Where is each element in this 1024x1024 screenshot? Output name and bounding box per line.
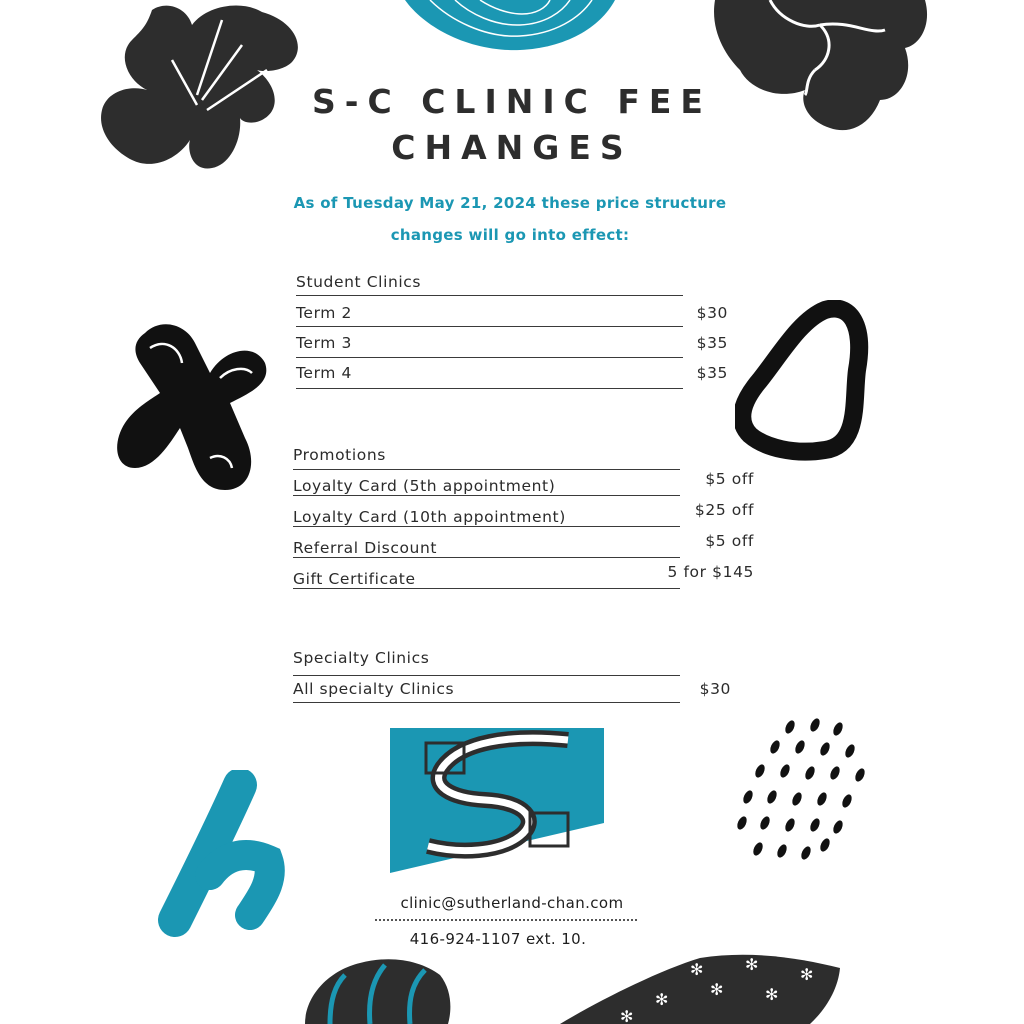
fee-row-label: Loyalty Card (10th appointment) [293,508,566,526]
divider [293,469,680,470]
fee-row-price: $5 off [705,532,754,550]
fee-row-label: Term 3 [296,334,352,352]
fee-row-price: $5 off [705,470,754,488]
decorative-x-shape [110,318,275,498]
svg-text:✻: ✻ [710,980,724,999]
svg-text:✻: ✻ [690,960,704,979]
divider [296,295,683,296]
fee-row-price: $25 off [694,501,754,519]
fee-row-price: $30 [699,680,731,698]
page-title-line-1: S-C CLINIC FEE [312,82,712,121]
section-title-specialty-clinics: Specialty Clinics [293,649,430,667]
dotted-divider [375,919,637,921]
divider [293,495,680,496]
divider [296,326,683,327]
decorative-star-patterned-blob [560,950,845,1024]
svg-text:✻: ✻ [765,985,779,1004]
clinic-logo [390,728,605,876]
fee-row-label: Referral Discount [293,539,438,557]
divider [293,557,680,558]
fee-row-label: Term 4 [296,364,352,382]
svg-text:✻: ✻ [655,990,669,1009]
fee-row-label: All specialty Clinics [293,680,455,698]
fee-row-price: $35 [696,364,728,382]
decorative-teal-h-shape [150,770,295,940]
contact-email[interactable]: clinic@sutherland-chan.com [400,894,624,912]
divider [293,675,680,676]
svg-text:✻: ✻ [620,1007,634,1024]
effective-date-line-1: As of Tuesday May 21, 2024 these price structure [293,194,727,212]
fee-row-label: Loyalty Card (5th appointment) [293,477,556,495]
decorative-teal-blob [400,0,620,60]
fee-row-price: 5 for $145 [667,563,754,581]
divider [293,702,680,703]
decorative-dotted-blob [730,715,875,875]
divider [293,588,680,589]
divider [293,526,680,527]
fee-row-price: $30 [696,304,728,322]
page-title-line-2: CHANGES [391,128,633,167]
fee-row-label: Gift Certificate [293,570,416,588]
fee-row-label: Term 2 [296,304,352,322]
fee-row-price: $35 [696,334,728,352]
svg-text:✻: ✻ [745,955,759,974]
divider [296,388,683,389]
section-title-promotions: Promotions [293,446,386,464]
svg-text:✻: ✻ [800,965,814,984]
decorative-ring-shape [735,300,870,465]
contact-phone: 416-924-1107 ext. 10. [409,930,587,948]
divider [296,357,683,358]
effective-date-line-2: changes will go into effect: [390,226,630,244]
section-title-student-clinics: Student Clinics [296,273,422,291]
decorative-striped-blob [300,955,455,1024]
